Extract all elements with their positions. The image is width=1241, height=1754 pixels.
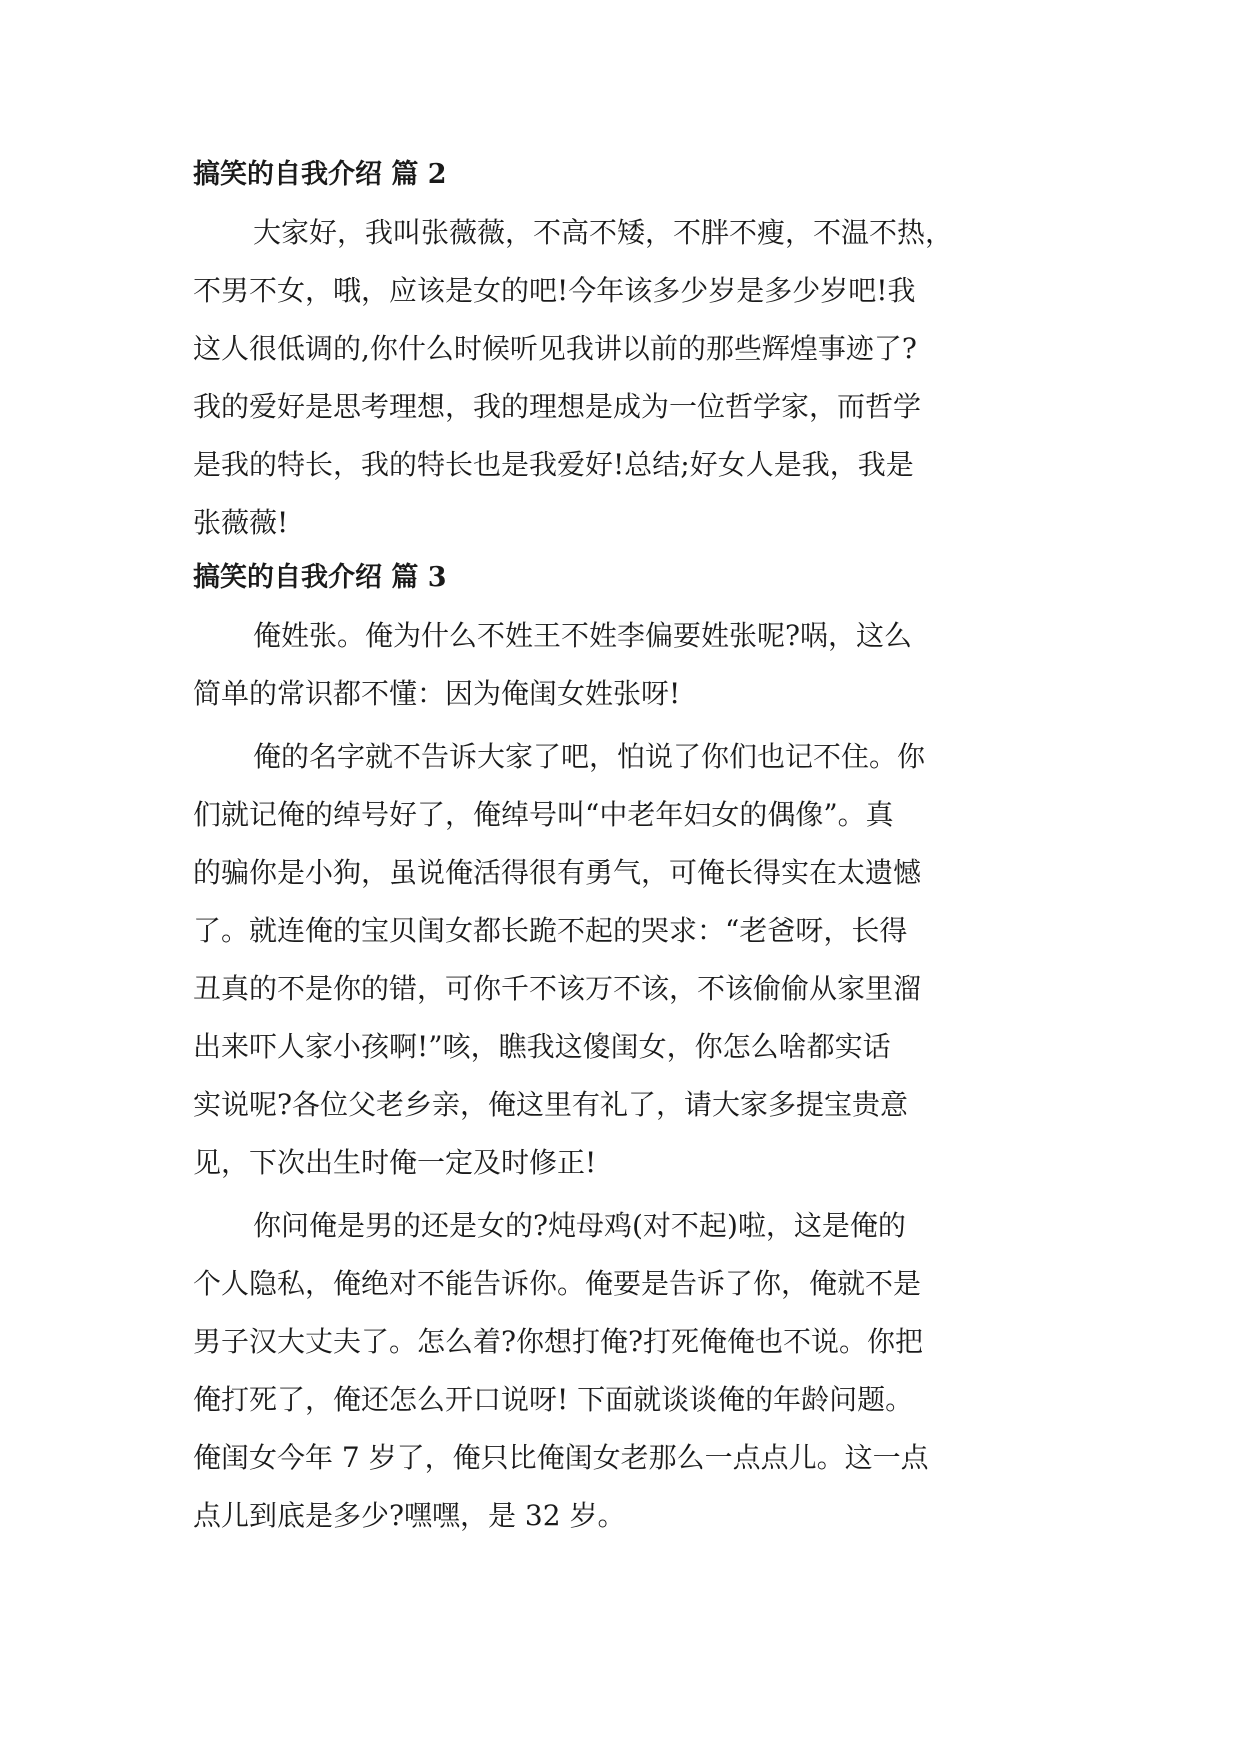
paragraph-line: 男子汉大丈夫了。怎么着?你想打俺?打死俺俺也不说。你把: [193, 1325, 924, 1358]
paragraph-line: 的骗你是小狗，虽说俺活得很有勇气，可俺长得实在太遗憾: [193, 856, 922, 889]
paragraph-line: 见，下次出生时俺一定及时修正!: [193, 1146, 597, 1179]
paragraph-line: 大家好，我叫张薇薇，不高不矮，不胖不瘦，不温不热，: [253, 216, 954, 249]
paragraph-line: 是我的特长，我的特长也是我爱好!总结;好女人是我，我是: [193, 448, 914, 481]
paragraph-line: 丑真的不是你的错，可你千不该万不该，不该偷偷从家里溜: [193, 972, 922, 1005]
paragraph-line: 简单的常识都不懂：因为俺闺女姓张呀!: [193, 677, 681, 710]
paragraph-line: 俺姓张。俺为什么不姓王不姓李偏要姓张呢?㖞，这么: [253, 619, 913, 652]
paragraph-line: 不男不女，哦，应该是女的吧!今年该多少岁是多少岁吧!我: [193, 274, 916, 307]
paragraph-line: 你问俺是男的还是女的?炖母鸡(对不起)啦，这是俺的: [253, 1209, 906, 1242]
paragraph-line: 俺打死了，俺还怎么开口说呀! 下面就谈谈俺的年龄问题。: [193, 1383, 914, 1416]
paragraph-line: 俺的名字就不告诉大家了吧，怕说了你们也记不住。你: [253, 740, 926, 773]
paragraph-line: 张薇薇!: [193, 506, 289, 539]
paragraph-line: 这人很低调的,你什么时候听见我讲以前的那些辉煌事迹了?: [193, 332, 917, 365]
paragraph-line: 个人隐私，俺绝对不能告诉你。俺要是告诉了你，俺就不是: [193, 1267, 922, 1300]
paragraph-line: 出来吓人家小孩啊!”咳，瞧我这傻闺女，你怎么啥都实话: [193, 1030, 891, 1063]
paragraph-line: 实说呢?各位父老乡亲，俺这里有礼了，请大家多提宝贵意: [193, 1088, 909, 1121]
paragraph-line: 点儿到底是多少?嘿嘿，是 32 岁。: [193, 1499, 626, 1532]
section-heading: 搞笑的自我介绍 篇 3: [193, 562, 447, 593]
section-heading: 搞笑的自我介绍 篇 2: [193, 159, 447, 190]
paragraph-line: 了。就连俺的宝贝闺女都长跪不起的哭求：“老爸呀，长得: [193, 914, 908, 947]
paragraph-line: 俺闺女今年 7 岁了，俺只比俺闺女老那么一点点儿。这一点: [193, 1441, 929, 1474]
paragraph-line: 们就记俺的绰号好了，俺绰号叫“中老年妇女的偶像”。真: [193, 798, 894, 831]
paragraph-line: 我的爱好是思考理想，我的理想是成为一位哲学家，而哲学: [193, 390, 922, 423]
